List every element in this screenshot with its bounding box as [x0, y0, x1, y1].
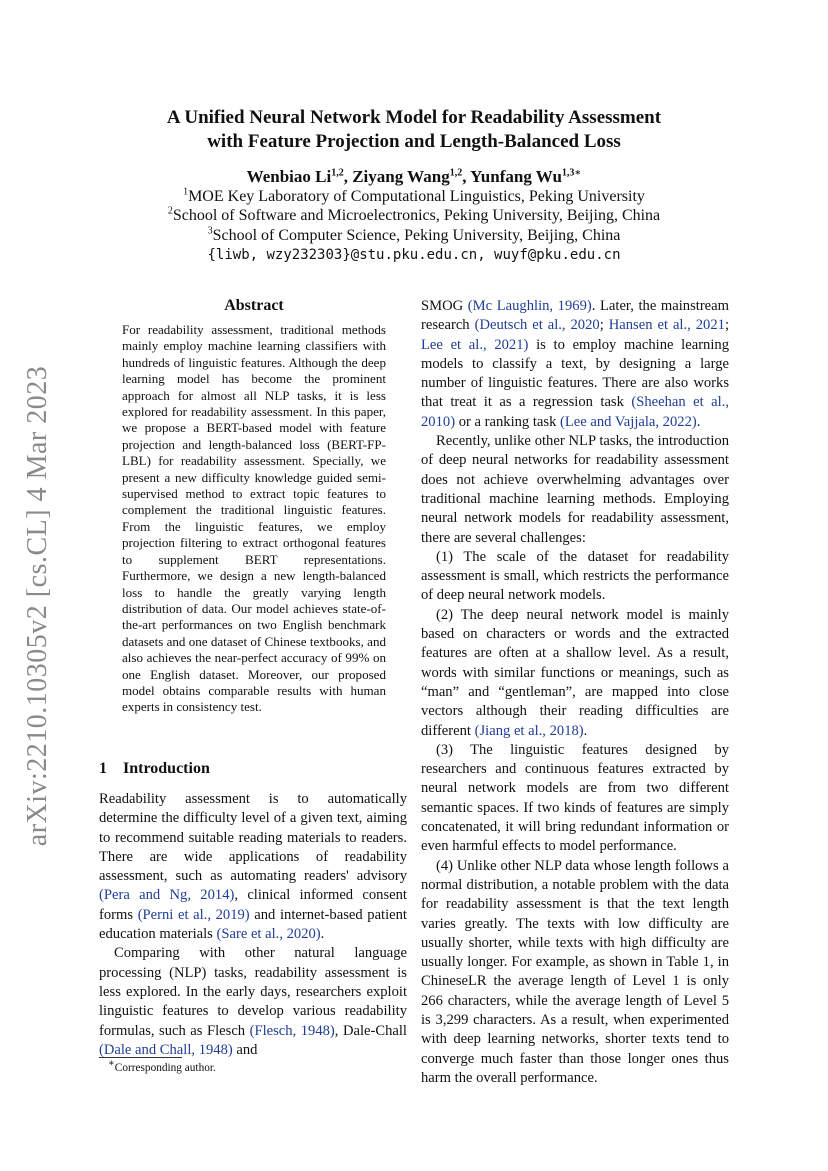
citation-link[interactable]: (Sheehan et al., 2010)	[421, 394, 729, 430]
affiliation-2: $^2$School of Software and Microelectronics, Peking University, Beijing, China	[167, 205, 661, 224]
author-3: Yunfang Wu	[470, 167, 562, 186]
title-line-2: with Feature Projection and Length-Balanced Loss	[207, 131, 621, 152]
arxiv-identifier-text: arXiv:2210.10305v2 [cs.CL] 4 Mar 2023	[22, 365, 53, 847]
paragraph: (2) The deep neural network model is mainly based on characters or words and the extracted features are often at a shallow level. As a result, words with similar functions or meanings, such as “man” and “gentleman”, are mapped into close vectors although their reading difficulties are different (Jiang et al., 2018).	[421, 606, 729, 739]
citation-link[interactable]: (Deutsch et al., 2020	[474, 317, 600, 334]
right-column-body	[421, 297, 729, 1088]
paragraph: (1) The scale of the dataset for readability assessment is small, which restricts the performance of deep neural network models.	[421, 548, 729, 604]
author-2: Ziyang Wang	[352, 167, 450, 186]
arxiv-identifier	[18, 364, 58, 848]
affiliation-1: $^1$MOE Key Laboratory of Computational Linguistics, Peking University	[183, 186, 645, 205]
paragraph: Readability assessment is to automatically determine the difficulty level of a given text, aiming to recommend suitable reading materials to readers. There are wide applications of readability assessment, such as automating readers' advisory (Pera and Ng, 2014), clinical informed consent forms (Perni et al., 2019) and internet-based patient education materials (Sare et al., 2020).	[99, 791, 407, 943]
author-emails: {liwb, wzy232303}@stu.pku.edu.cn, wuyf@pku.edu.cn	[207, 247, 621, 263]
citation-link[interactable]: (Lee and Vajjala, 2022)	[560, 413, 697, 430]
citation-link[interactable]: (Sare et al., 2020)	[216, 926, 321, 943]
citation-link[interactable]: Hansen et al., 2021	[608, 317, 725, 334]
paragraph: Comparing with other natural language processing (NLP) tasks, readability assessment is less explored. In the early days, researchers exploit linguistic features to develop various readability formulas, such as Flesch (Flesch, 1948), Dale-Chall (Dale and Chall, 1948) and	[99, 945, 407, 1058]
citation-link[interactable]: (Dale and Chall, 1948)	[99, 1041, 233, 1058]
citation-link[interactable]: Lee et al., 2021)	[421, 336, 529, 353]
paragraph: SMOG (Mc Laughlin, 1969). Later, the mainstream research (Deutsch et al., 2020; Hansen et al., 2021; Lee et al., 2021) is to employ machine learning models to classify a text, by designing a large number of linguistic features. There are also works that treat it as a regression task (Sheehan et al., 2010) or a ranking task (Lee and Vajjala, 2022).	[421, 298, 730, 430]
footnote-mark: ∗	[108, 1058, 115, 1070]
author-1: Wenbiao Li	[246, 167, 332, 186]
abstract-heading: Abstract	[224, 297, 284, 314]
title-line-1: A Unified Neural Network Model for Readability Assessment	[166, 107, 662, 128]
author-2-affil: 1,2	[449, 167, 463, 179]
citation-link[interactable]: (Flesch, 1948)	[249, 1022, 335, 1039]
affiliation-3: $^3$School of Computer Science, Peking University, Beijing, China	[207, 225, 621, 244]
citation-link[interactable]: (Perni et al., 2019)	[137, 906, 250, 923]
footnote-text: Corresponding author.	[114, 1062, 216, 1074]
author-3-affil: 1,3∗	[561, 167, 582, 179]
paragraph: Recently, unlike other NLP tasks, the introduction of deep neural networks for readability assessment does not achieve overwhelming advantages over traditional machine learning methods. Employing neural network models for readability assessment, there are several challenges:	[421, 433, 729, 546]
footnote	[108, 1058, 216, 1075]
citation-link[interactable]: (Pera and Ng, 2014)	[99, 887, 235, 904]
abstract-text: For readability assessment, traditional methods mainly employ machine learning classifiers with hundreds of linguistic features. Although the deep learning model has become the prominent approach for almost all NLP tasks, it is less explored for readability assessment. In this paper, we propose a BERT-based model with feature projection and length-balanced loss (BERT-FP-LBL) for readability assessment. Specially, we present a new difficulty knowledge guided semi-supervised method to extract topic features to complement the traditional linguistic features. From the linguistic features, we employ projection filtering to extract orthogonal features to supplement BERT representations. Furthermore, we design a new length-balanced loss to handle the greatly varying length distribution of data. Our model achieves state-of-the-art performances on two English benchmark datasets and one dataset of Chinese textbooks, and also achieves the near-perfect accuracy of 99% on one English dataset. Moreover, our proposed model obtains comparable results with human experts in consistency test.	[122, 322, 386, 715]
citation-link[interactable]: (Jiang et al., 2018)	[474, 722, 584, 739]
citation-link[interactable]: (Mc Laughlin, 1969)	[467, 298, 592, 314]
paper-title	[100, 106, 728, 154]
paragraph: (4) Unlike other NLP data whose length follows a normal distribution, a notable problem with the data for readability assessment is that the text length varies greatly. The texts with low difficulty are usually shorter, while texts with high difficulty are usually longer. For example, as shown in Table 1, in ChineseLR the average length of Level 1 is only 266 characters, while the average length of Level 5 is 3,299 characters. As a result, when experimented with deep learning networks, shorter texts tend to converge much faster than those longer ones thus harm the overall performance.	[421, 857, 729, 1086]
section-heading-introduction	[99, 759, 210, 779]
left-column-body	[99, 790, 407, 1060]
section-title: Introduction	[123, 760, 210, 777]
author-1-affil: 1,2	[331, 167, 344, 179]
paragraph: (3) The linguistic features designed by researchers and continuous features extracted by neural network models are from two different semantic spaces. If two kinds of features are simply concatenated, it will bring redundant information or even harmful effects to model performance.	[421, 741, 729, 855]
section-number: 1	[99, 760, 107, 777]
author-list: Wenbiao Li$^{1,2}$, Ziyang Wang$^{1,2}$, Yunfang $Wu^{1,3∗}$	[246, 167, 582, 186]
